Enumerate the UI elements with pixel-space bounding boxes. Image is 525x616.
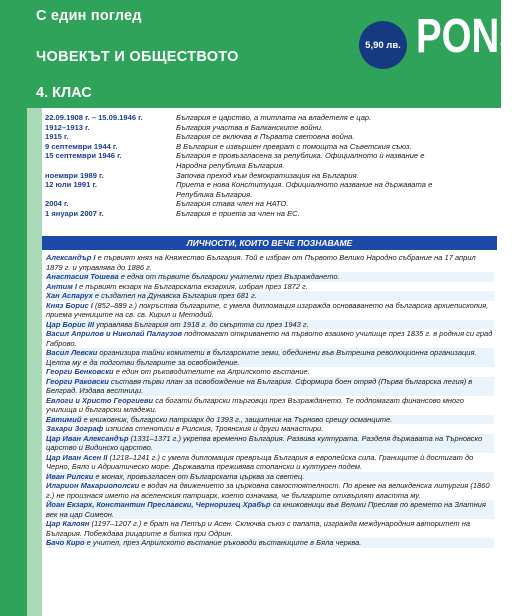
person-entry bbox=[46, 320, 494, 330]
person-description: е книжовник, български патриарх до 1393 г., защитник на Търново срещу османците. bbox=[81, 414, 393, 424]
timeline-event: България е царство, а титлата на владетеля е цар. bbox=[176, 113, 372, 122]
page-title: ЧОВЕКЪТ И ОБЩЕСТВОТО bbox=[36, 49, 239, 65]
person-description: управлява България от 1918 г. до смъртта си през 1943 г. bbox=[94, 319, 309, 329]
timeline-date: 15 септември 1946 г. bbox=[45, 151, 122, 161]
person-name: Цар Калоян bbox=[46, 519, 90, 528]
timeline-event: Започва преход към демократизация на България. bbox=[176, 170, 359, 180]
person-entry bbox=[46, 291, 494, 301]
person-name: Захари Зограф bbox=[46, 424, 104, 433]
timeline-event: Република България. bbox=[176, 189, 253, 199]
timeline-date bbox=[45, 190, 176, 200]
person-entry bbox=[46, 415, 494, 425]
timeline-date: 22.09.1908 г. – 15.09.1946 г. bbox=[45, 113, 143, 122]
person-description: е един от ръководителите на Априлското въстание. bbox=[113, 367, 310, 376]
person-name: Цар Иван Асен II bbox=[46, 452, 108, 462]
person-name: Александър I bbox=[46, 253, 96, 262]
timeline-row bbox=[45, 132, 495, 142]
person-name: Евтимий bbox=[46, 414, 82, 424]
people-list bbox=[46, 253, 494, 548]
person-description: е водач на движението за църковна самостоятелност. По време на великденска литургия (1860 г.) не произнася името на вселенския патриарх, което означава, че българите отхвърлят властта му. bbox=[46, 481, 490, 500]
person-name: Васил Левски bbox=[46, 348, 98, 357]
person-entry bbox=[46, 434, 494, 453]
person-entry bbox=[46, 367, 494, 377]
person-entry bbox=[46, 519, 494, 538]
price-label: 5,90 лв. bbox=[365, 39, 401, 51]
person-entry bbox=[46, 396, 494, 415]
person-entry bbox=[46, 348, 494, 367]
timeline-event: България се включва в Първата световна война. bbox=[176, 132, 355, 142]
timeline-row bbox=[45, 190, 495, 200]
person-entry bbox=[46, 472, 494, 482]
person-name: Евлоги и Христо Георгиеви bbox=[46, 395, 154, 405]
timeline-row bbox=[45, 113, 495, 123]
person-description: са богати български търговци през Възраждането. Те подпомагат финансово много училища и български младежи. bbox=[46, 395, 464, 414]
person-description: (1331–1371 г.) укрепва временно България. Развива културата. Разделя държавата на Търновско царство и Видинско царство. bbox=[46, 433, 483, 452]
person-description: подпомагат откриването на първото взаимно училище през 1835 г. в родния си град Габрово. bbox=[46, 329, 493, 348]
timeline-date: 9 септември 1944 г. bbox=[45, 141, 118, 151]
timeline-row bbox=[45, 142, 495, 152]
person-description: е създател на Дунавска България през 681 г. bbox=[92, 291, 257, 300]
timeline-row bbox=[45, 151, 495, 161]
content-area bbox=[42, 108, 501, 616]
timeline-row bbox=[45, 171, 495, 181]
timeline-date: 2004 г. bbox=[45, 199, 69, 209]
section-banner: ЛИЧНОСТИ, КОИТО ВЕЧЕ ПОЗНАВАМЕ bbox=[42, 236, 497, 250]
timeline-event: Народна република България. bbox=[176, 160, 285, 170]
person-description: (1197–1207 г.) е брат на Петър и Асен. Сключва съюз с папата, изгражда международния авторитет на България. Побеждава рицарите в битка при Одрин. bbox=[46, 519, 471, 538]
timeline-event: България е приета за член на ЕС. bbox=[176, 208, 300, 218]
timeline-event: България участва в Балканските войни. bbox=[176, 122, 324, 132]
person-description: е една от първите български учителки през Възраждането. bbox=[118, 272, 340, 281]
person-name: Цар Иван Александър bbox=[46, 433, 129, 443]
series-label: С един поглед bbox=[36, 8, 142, 24]
timeline-date: ноември 1989 г. bbox=[45, 170, 104, 180]
timeline-row bbox=[45, 209, 495, 219]
person-description: са книжовници във Велики Преслав по времето на Златния век на цар Симеон. bbox=[46, 500, 486, 519]
person-description: е първият екзарх на Българската екзархия, избран през 1872 г. bbox=[76, 281, 308, 291]
timeline-event: България става член на НАТО. bbox=[176, 199, 289, 209]
person-entry bbox=[46, 500, 494, 519]
person-name: Анастасия Тошева bbox=[46, 272, 119, 281]
timeline-event: В България е извършен преврат с помощта на Съветския съюз. bbox=[176, 141, 412, 151]
person-name: Хан Аспарух bbox=[46, 291, 93, 300]
grade-label: 4. КЛАС bbox=[36, 85, 92, 101]
timeline-event: Приета е нова Конституция. Официалното название на държавата е bbox=[176, 180, 433, 190]
person-name: Антим I bbox=[46, 281, 77, 291]
person-description: съставя първи план за освобождение на България. Сформира боен отряд (Първа българска легия) в Белград. Издава вестници. bbox=[46, 376, 473, 395]
timeline-date: 1912–1913 г. bbox=[45, 122, 90, 132]
person-description: организира тайни комитети в българските земи, обединени във Вътрешна революционна организация. Целта му е да подготви българите за освобождение. bbox=[46, 348, 477, 367]
person-entry bbox=[46, 538, 494, 548]
timeline-date: 1 януари 2007 г. bbox=[45, 208, 104, 218]
person-name: Иван Рилски bbox=[46, 471, 94, 481]
person-name: Васил Априлов и Николай Палаузов bbox=[46, 329, 183, 338]
person-name: Георги Раковски bbox=[46, 376, 109, 386]
timeline-event: България е провъзгласена за република. Официалното ѝ название е bbox=[176, 151, 425, 161]
person-entry bbox=[46, 424, 494, 434]
person-entry bbox=[46, 301, 494, 320]
person-description: изписва стенописи в Рилския, Троянския и други манастири. bbox=[103, 424, 324, 433]
timeline-row bbox=[45, 180, 495, 190]
person-description: е първият княз на Княжество България. Той е избран от Първото Велико Народно събрание на 17 април 1879 г. и управлява до 1886 г. bbox=[46, 253, 476, 272]
person-name: Бачо Киро bbox=[46, 538, 85, 547]
timeline-row bbox=[45, 199, 495, 209]
person-description: е монах, провъзгласен от Българската църква за светец. bbox=[93, 471, 305, 481]
person-entry bbox=[46, 453, 494, 472]
person-description: е учител, през Априлското въстание ръководи въстаниците в Бяла черква. bbox=[84, 538, 362, 547]
header-band bbox=[0, 0, 525, 108]
person-entry bbox=[46, 282, 494, 292]
person-entry bbox=[46, 481, 494, 500]
person-name: Цар Борис III bbox=[46, 319, 95, 329]
person-description: (852–889 г.) покръства българите, с умела дипломация изгражда основаването на българска архиепископия, приема учениците на св. св. Кирил и Методий. bbox=[46, 300, 489, 319]
person-name: Георги Бенковски bbox=[46, 367, 114, 376]
timeline-row bbox=[45, 161, 495, 171]
person-name: Йоан Екзарх, Константин Преславски, Черноризец Храбър bbox=[46, 500, 271, 509]
person-entry bbox=[46, 377, 494, 396]
left-stripe bbox=[0, 108, 42, 616]
pons-logo: PONS bbox=[416, 10, 525, 63]
person-name: Княз Борис I bbox=[46, 300, 93, 310]
timeline-row bbox=[45, 123, 495, 133]
person-name: Иларион Макариополски bbox=[46, 481, 140, 490]
timeline-date: 1915 г. bbox=[45, 132, 69, 142]
timeline-date bbox=[45, 161, 176, 171]
timeline-date: 12 юли 1991 г. bbox=[45, 180, 97, 190]
timeline-table bbox=[45, 113, 495, 219]
person-entry bbox=[46, 253, 494, 272]
person-description: (1218–1241 г.) с умела дипломация превръща България в европейска сила. Границите ѝ достигат до Черно, Бяло и Адриатическо море. Държавата преживява стопански и културен подем. bbox=[46, 452, 474, 471]
person-entry bbox=[46, 272, 494, 282]
person-entry bbox=[46, 329, 494, 348]
price-badge bbox=[359, 21, 407, 69]
